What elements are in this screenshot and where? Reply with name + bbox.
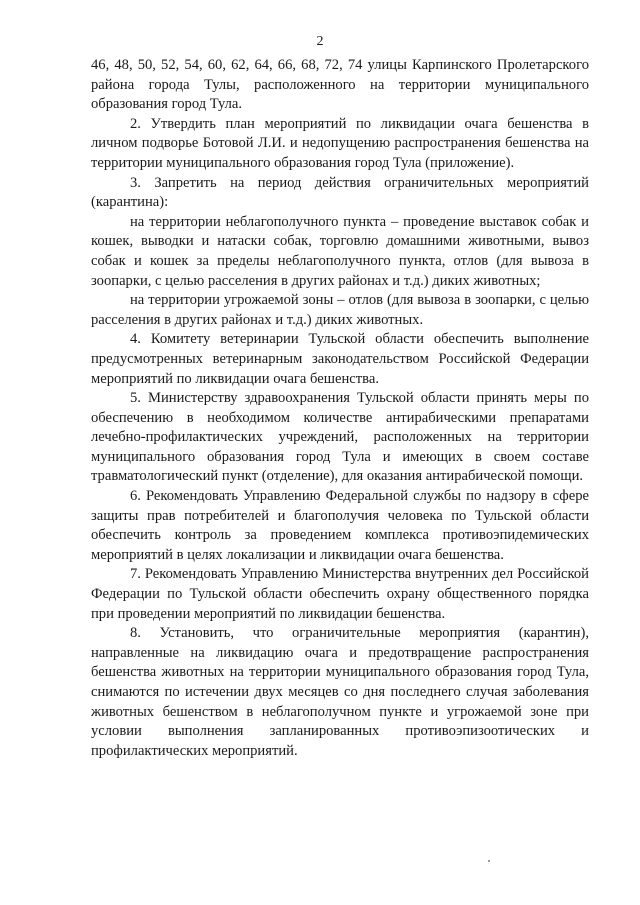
paragraph-3-unsafe-point: на территории неблагополучного пункта – проведение выставок собак и кошек, выводки и натаски собак, торговлю домашними животными, вывоз собак и кошек за пределы неблагополучного пункта, отлов (для вывоза в зоопарки, с целью расселения в других районах и т.д.) диких животных; <box>91 213 589 289</box>
paragraph-2-approve-plan: 2. Утвердить план мероприятий по ликвидации очага бешенства в личном подворье Ботовой Л.И. и недопущению распространения бешенства на территории муниципального образования город Тула (приложение). <box>91 115 589 171</box>
paragraph-5-health-ministry: 5. Министерству здравоохранения Тульской области принять меры по обеспечению в необходимом количестве антирабическими препаратами лечебно-профилактических учреждений, расположенных на территории муниципального образования город Тула и имеющих в своем составе травматологический пункт (отделение), для оказания антирабической помощи. <box>91 390 589 485</box>
paragraph-continuation: 46, 48, 50, 52, 54, 60, 62, 64, 66, 68, 72, 74 улицы Карпинского Пролетарского района города Тулы, расположенного на территории муниципального образования город Тула. <box>91 57 589 113</box>
page-number: 2 <box>316 34 324 49</box>
scan-speck <box>488 860 490 862</box>
document-body <box>91 56 589 761</box>
paragraph-3-threatened-zone: на территории угрожаемой зоны – отлов (для вывоза в зоопарки, с целью расселения в других районах и т.д.) диких животных. <box>91 292 589 328</box>
paragraph-3-prohibit: 3. Запретить на период действия ограничительных мероприятий (карантина): <box>91 174 589 211</box>
paragraph-4-veterinary-committee: 4. Комитету ветеринарии Тульской области обеспечить выполнение предусмотренных ветеринарным законодательством Российской Федерации мероприятий по ликвидации очага бешенства. <box>91 331 589 387</box>
paragraph-6-rospotrebnadzor: 6. Рекомендовать Управлению Федеральной службы по надзору в сфере защиты прав потребителей и благополучия человека по Тульской области обеспечить контроль за проведением комплекса противоэпидемических мероприятий в целях локализации и ликвидации очага бешенства. <box>91 488 589 563</box>
paragraph-8-quarantine-lifting: 8. Установить, что ограничительные мероприятия (карантин), направленные на ликвидацию очага и предотвращение распространения бешенства животных на территории муниципального образования город Тула, снимаются по истечении двух месяцев со дня последнего случая заболевания животных бешенством в неблагополучном пункте и угрожаемой зоне при условии выполнения запланированных противоэпизоотических и профилактических мероприятий. <box>91 625 589 759</box>
paragraph-7-interior-ministry: 7. Рекомендовать Управлению Министерства внутренних дел Российской Федерации по Тульской области обеспечить охрану общественного порядка при проведении мероприятий по ликвидации бешенства. <box>91 566 589 622</box>
